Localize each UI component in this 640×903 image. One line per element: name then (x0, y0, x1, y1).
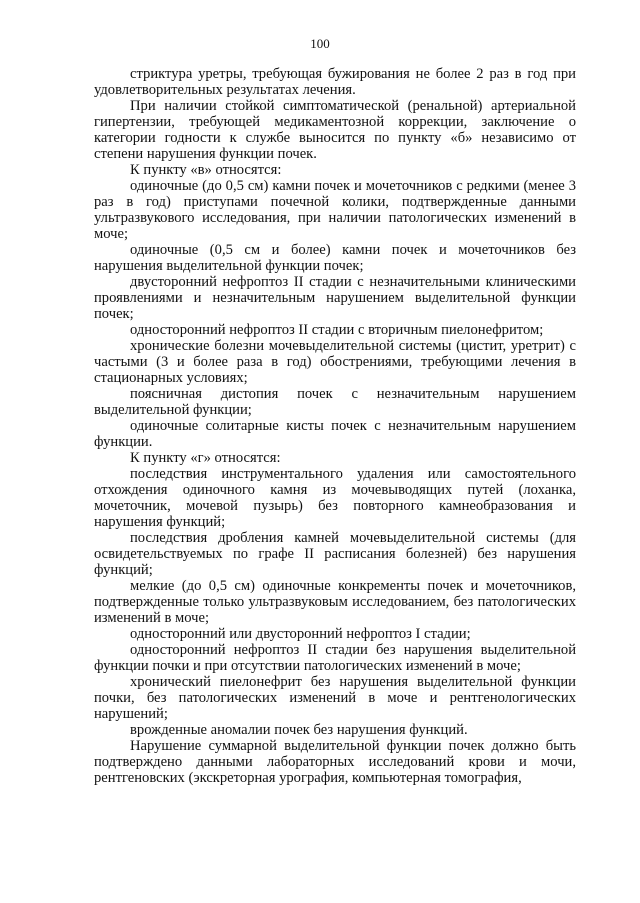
paragraph: последствия дробления камней мочевыделительной системы (для освидетельствуемых по графе II расписания болезней) без нарушения функций; (94, 530, 576, 578)
paragraph: одиночные (0,5 см и более) камни почек и мочеточников без нарушения выделительной функции почек; (94, 242, 576, 274)
paragraph: двусторонний нефроптоз II стадии с незначительными клиническими проявлениями и незначительным нарушением выделительной функции почек; (94, 274, 576, 322)
paragraph: стриктура уретры, требующая бужирования не более 2 раз в год при удовлетворительных результатах лечения. (94, 66, 576, 98)
paragraph: Нарушение суммарной выделительной функции почек должно быть подтверждено данными лабораторных исследований крови и мочи, рентгеновских (экскреторная урография, компьютерная томография, (94, 738, 576, 786)
page-number: 100 (310, 36, 330, 51)
paragraph: При наличии стойкой симптоматической (ренальной) артериальной гипертензии, требующей медикаментозной коррекции, заключение о категории годности к службе выносится по пункту «б» независимо от степени нарушения функции почек. (94, 98, 576, 162)
document-body (94, 66, 576, 786)
paragraph: поясничная дистопия почек с незначительным нарушением выделительной функции; (94, 386, 576, 418)
paragraph: односторонний нефроптоз II стадии без нарушения выделительной функции почки и при отсутствии патологических изменений в моче; (94, 642, 576, 674)
paragraph: хронические болезни мочевыделительной системы (цистит, уретрит) с частыми (3 и более раза в год) обострениями, требующими лечения в стационарных условиях; (94, 338, 576, 386)
paragraph: хронический пиелонефрит без нарушения выделительной функции почки, без патологических изменений в моче и рентгенологических нарушений; (94, 674, 576, 722)
paragraph: врожденные аномалии почек без нарушения функций. (130, 722, 468, 738)
paragraph: последствия инструментального удаления или самостоятельного отхождения одиночного камня из мочевыводящих путей (лоханка, мочеточник, мочевой пузырь) без повторного камнеобразования и нарушения функций; (94, 466, 576, 530)
paragraph: односторонний или двусторонний нефроптоз I стадии; (130, 626, 471, 642)
paragraph: К пункту «в» относятся: (130, 162, 282, 178)
paragraph: одиночные солитарные кисты почек с незначительным нарушением функции. (94, 418, 576, 450)
paragraph: одиночные (до 0,5 см) камни почек и мочеточников с редкими (менее 3 раз в год) приступами почечной колики, подтвержденные данными ультразвукового исследования, при наличии патологических изменений в моче; (94, 178, 576, 242)
paragraph: мелкие (до 0,5 см) одиночные конкременты почек и мочеточников, подтвержденные только ультразвуковым исследованием, без патологических изменений в моче; (94, 578, 576, 626)
paragraph: К пункту «г» относятся: (130, 450, 281, 466)
paragraph: односторонний нефроптоз II стадии с вторичным пиелонефритом; (130, 322, 544, 338)
